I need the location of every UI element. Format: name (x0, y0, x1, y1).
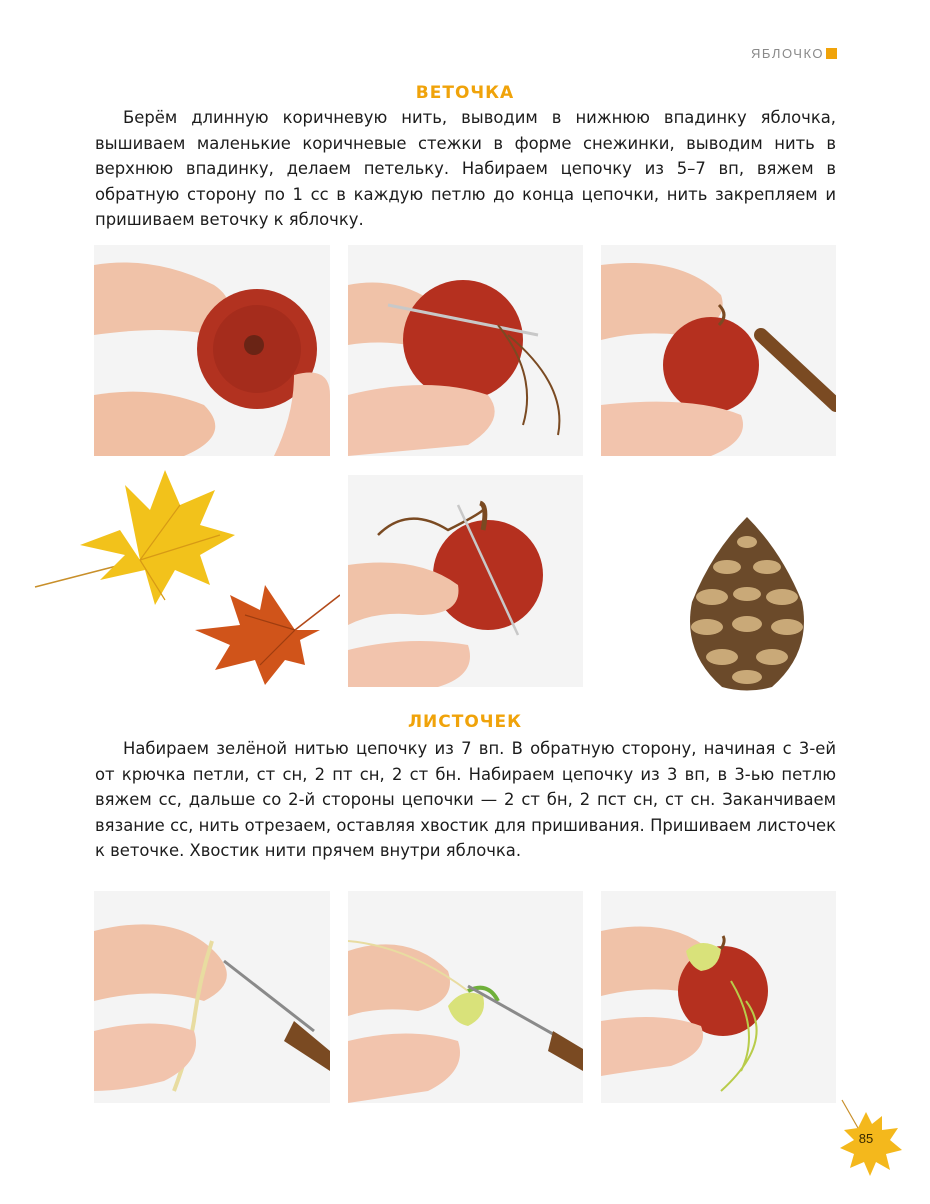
photo-hook-chain (601, 245, 836, 456)
page-number: 85 (858, 1131, 874, 1146)
running-title: ЯБЛОЧКО (751, 46, 824, 61)
pine-cone-decoration (672, 512, 822, 694)
header-square-icon (826, 48, 837, 59)
section-text-leaf: Набираем зелёной нитью цепочку из 7 вп. В обратную сторону, начиная с 3-ей от крючка петли, ст сн, 2 пт сн, 2 ст бн. Набираем цепочку из 3 вп, в 3-ью петлю вяжем сс, дальше со 2-й стороны цепочки — 2 ст бн, 2 пст сн, ст сн. Заканчиваем вязание сс, нить отрезаем, оставляя хвостик для пришивания. Пришиваем листочек к веточке. Хвостик нити прячем внутри яблочка. (95, 739, 836, 860)
photo-stem-attached (348, 475, 583, 687)
photo-leaf-sewn (601, 891, 836, 1103)
section-text-stem: Берём длинную коричневую нить, выводим в нижнюю впадинку яблочка, вышиваем маленькие коричневые стежки в форме снежинки, выводим нить в верхнюю впадинку, делаем петельку. Набираем цепочку из 5–7 вп, вяжем в обратную сторону по 1 сс в каждую петлю до конца цепочки, нить закрепляем и пришиваем веточку к яблочку. (95, 108, 836, 229)
section-title-leaf: ЛИСТОЧЕК (407, 712, 523, 732)
section-title-stem: ВЕТОЧКА (415, 83, 515, 103)
photo-green-chain (94, 891, 330, 1103)
maple-leaves-decoration (30, 465, 340, 695)
photo-stitching-bottom (94, 245, 330, 456)
photo-knitting-leaf (348, 891, 583, 1103)
photo-needle-through-apple (348, 245, 583, 456)
